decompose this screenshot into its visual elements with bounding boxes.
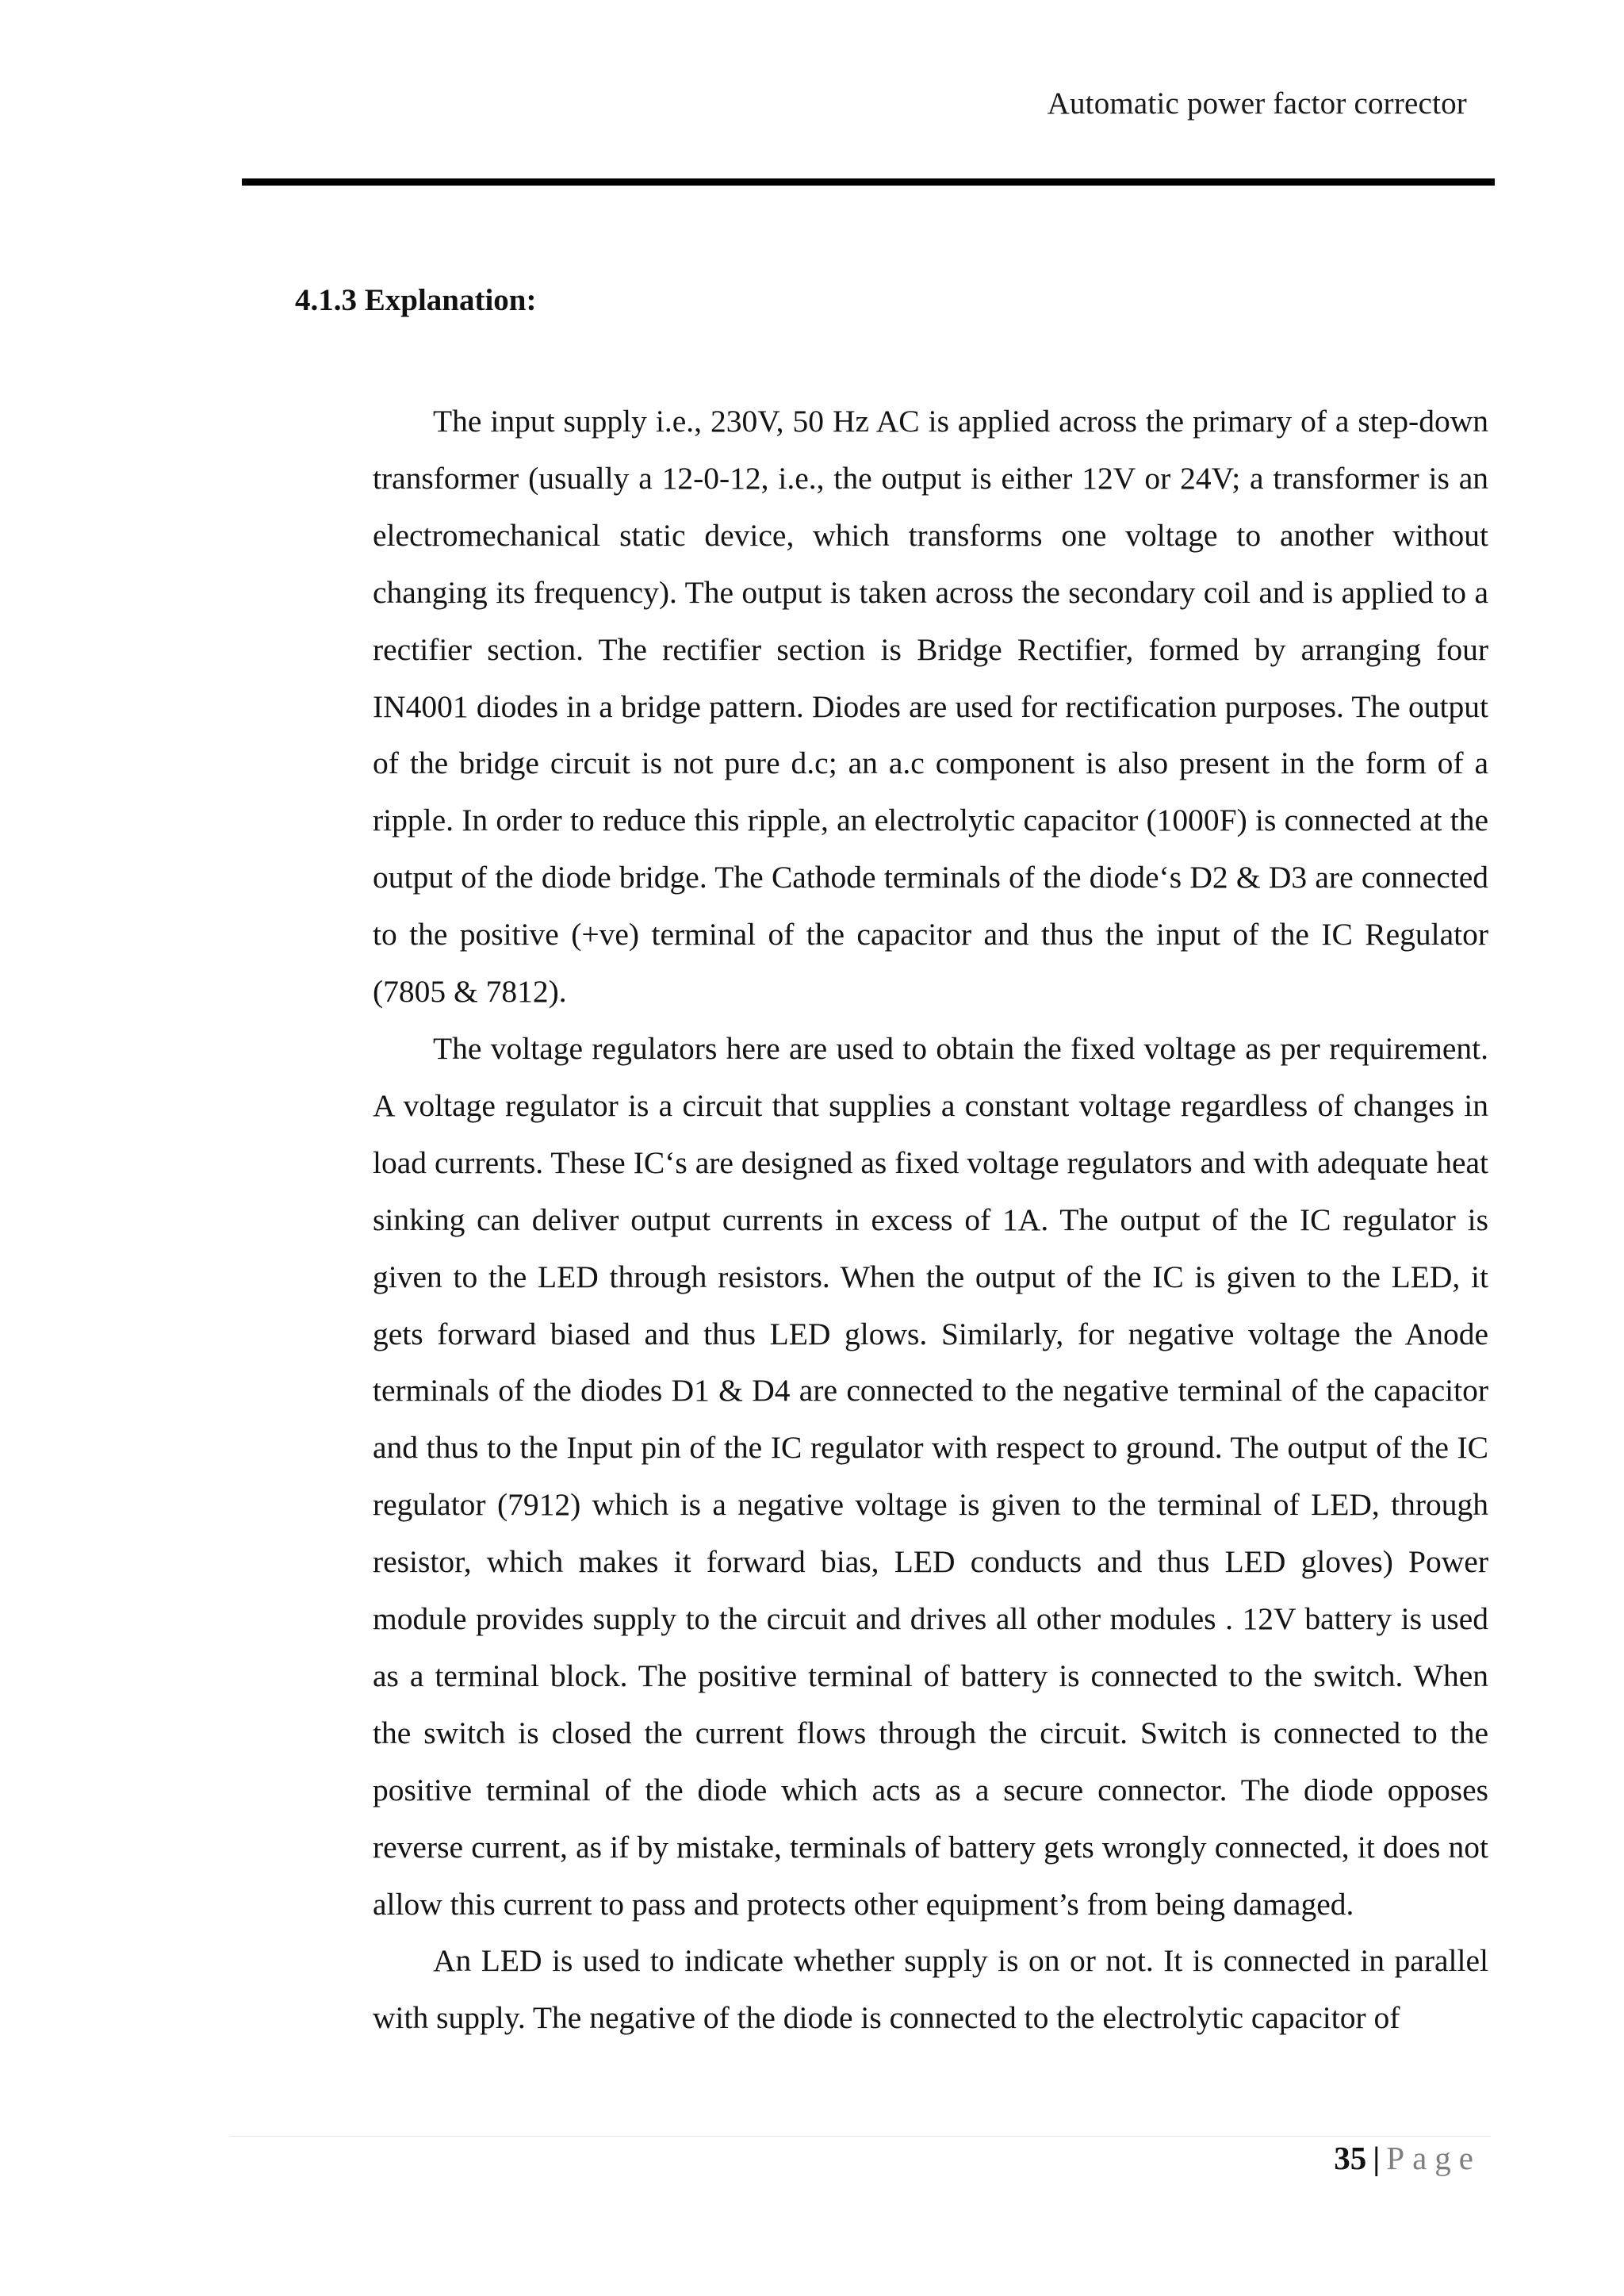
page-number: 35 xyxy=(1334,2140,1367,2176)
paragraph-1: The input supply i.e., 230V, 50 Hz AC is applied across the primary of a step-down transformer (usually a 12-0-12, i.e., the output is either 12V or 24V; a transformer is an electromechanical static device, which transforms one voltage to another without changing its frequency). The output is taken across the secondary coil and is applied to a rectifier section. The rectifier section is Bridge Rectifier, formed by arranging four IN4001 diodes in a bridge pattern. Diodes are used for rectification purposes. The output of the bridge circuit is not pure d.c; an a.c component is also present in the form of a ripple. In order to reduce this ripple, an electrolytic capacitor (1000F) is connected at the output of the diode bridge. The Cathode terminals of the diode‘s D2 & D3 are connected to the positive (+ve) terminal of the capacitor and thus the input of the IC Regulator (7805 & 7812). xyxy=(373,404,1488,1010)
section-heading: 4.1.3 Explanation: xyxy=(295,283,537,317)
header-divider xyxy=(242,178,1495,186)
page-separator: | xyxy=(1373,2140,1381,2176)
body-text xyxy=(373,393,1488,2047)
page-label: Page xyxy=(1386,2140,1481,2176)
running-header: Automatic power factor corrector xyxy=(1047,86,1467,121)
paragraph-2: The voltage regulators here are used to obtain the fixed voltage as per requirement. A voltage regulator is a circuit that supplies a constant voltage regardless of changes in load currents. These IC‘s are designed as fixed voltage regulators and with adequate heat sinking can deliver output currents in excess of 1A. The output of the IC regulator is given to the LED through resistors. When the output of the IC is given to the LED, it gets forward biased and thus LED glows. Similarly, for negative voltage the Anode terminals of the diodes D1 & D4 are connected to the negative terminal of the capacitor and thus to the Input pin of the IC regulator with respect to ground. The output of the IC regulator (7912) which is a negative voltage is given to the terminal of LED, through resistor, which makes it forward bias, LED conducts and thus LED gloves) Power module provides supply to the circuit and drives all other modules . 12V battery is used as a terminal block. The positive terminal of battery is connected to the switch. When the switch is closed the current flows through the circuit. Switch is connected to the positive terminal of the diode which acts as a secure connector. The diode opposes reverse current, as if by mistake, terminals of battery gets wrongly connected, it does not allow this current to pass and protects other equipment’s from being damaged. xyxy=(373,1030,1488,1922)
footer-divider xyxy=(230,2136,1491,2137)
page-footer xyxy=(1334,2139,1481,2178)
paragraph-3: An LED is used to indicate whether supply is on or not. It is connected in parallel with supply. The negative of the diode is connected to the electrolytic capacitor of xyxy=(373,1943,1488,2036)
